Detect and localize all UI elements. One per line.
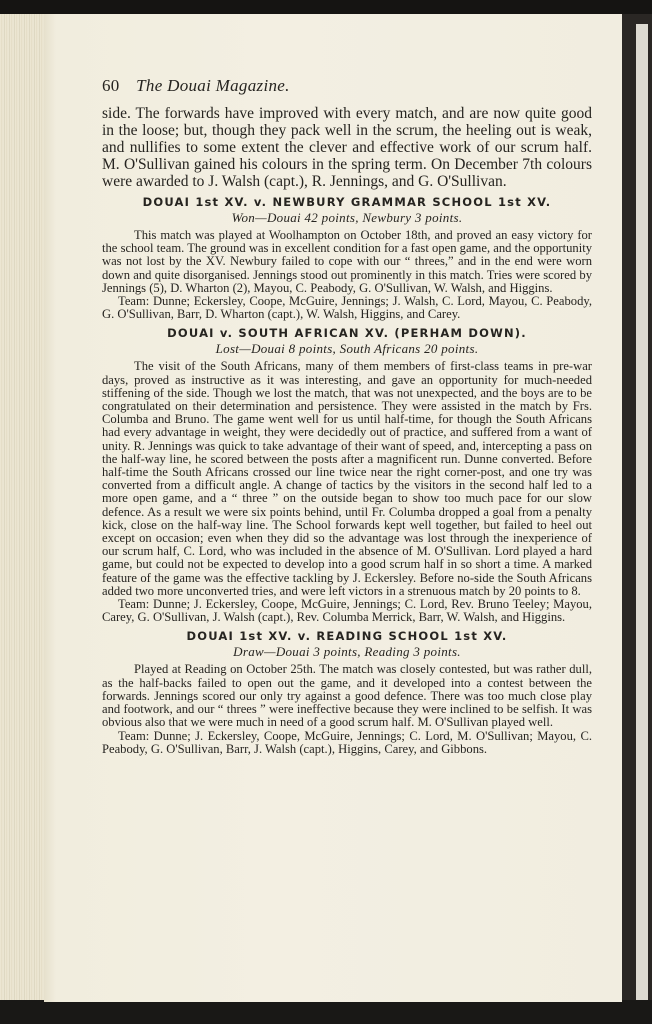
book-cover-edge <box>622 14 652 1006</box>
scan-bottom-border <box>0 1000 652 1024</box>
match-heading: DOUAI v. SOUTH AFRICAN XV. (PERHAM DOWN). <box>167 326 527 341</box>
team-list: Team: Dunne; Eckersley, Coope, McGuire, Jennings; J. Walsh, C. Lord, Mayou, C. Peabody, G. O'Sullivan, Barr, D. Wharton (capt.), W. Walsh, Higgins, and Carey. <box>102 294 592 322</box>
lead-paragraph: side. The forwards have improved with every match, and are now quite good in the loose; but, though they pack well in the scrum, the heeling out is weak, and nullifies to some extent the clever and effective work of our scrum half. M. O'Sullivan gained his colours in the spring term. On December 7th colours were awarded to J. Walsh (capt.), R. Jennings, and G. O'Sullivan. <box>102 105 592 190</box>
match-report: The visit of the South Africans, many of them members of first-class teams in pre-war days, proved as instructive as it was interesting, and gave an opportunity for much-needed stiffening of the side. Though we lost the match, that was not unexpected, and the boys are to be congratulated on their determination and persistence. They were assisted in the match by Frs. Columba and Bruno. The game went well for us until half-time, for though the South Africans had every advantage in weight, they were decidedly out of practice, and suffered from a want of unity. R. Jennings was quick to take advantage of their want of speed, and, intercepting a pass on the half-way line, he scored between the posts after a magnificent run. Dunne converted. Before half-time the South Africans crossed our line twice near the right corner-post, and one try was converted from a difficult angle. A change of tactics by the visitors in the second half led to a more open game, and a “ three ” on the outside began to show too much pace for our slow defence. As a result we were six points behind, until Fr. Columba dropped a goal from a penalty kick, close on the half-way line. The School forwards kept well together, but failed to heel out except on occasion; even when they did so the advantage was lost through the inexperience of our scrum half, C. Lord, who was included in the absence of M. O'Sullivan. Lord played a hard game, but could not be expected to develop into a good scrum half in so short a time. A marked feature of the game was the effective tackling by J. Eckersley. Before no-side the South Africans added two more unconverted tries, and were left victors in a strenuous match by 20 points to 8. <box>102 359 592 598</box>
match-result: Draw—Douai 3 points, Reading 3 points. <box>233 644 461 660</box>
match-report: Played at Reading on October 25th. The match was closely contested, but was rather dull, as the half-backs failed to open out the game, and it developed into a contest between the forwards. Jennings scored our only try against a good defence. There was too much close play and footwork, and our “ threes ” were ineffective because they were inclined to be selfish. It was obvious also that we were much in need of a good scrum half. M. O'Sullivan played well. <box>102 662 592 730</box>
match-reading <box>102 629 592 755</box>
team-list: Team: Dunne; J. Eckersley, Coope, McGuire, Jennings; C. Lord, M. O'Sullivan; Mayou, C. Peabody, G. O'Sullivan, Barr, J. Walsh (capt.), Higgins, Carey, and Gibbons. <box>102 728 592 756</box>
match-heading: DOUAI 1st XV. v. NEWBURY GRAMMAR SCHOOL 1st XV. <box>142 195 552 209</box>
match-result: Won—Douai 42 points, Newbury 3 points. <box>231 210 463 225</box>
magazine-title: The Douai Magazine. <box>136 76 290 95</box>
book-page-edges <box>0 14 46 1006</box>
match-heading: DOUAI 1st XV. v. READING SCHOOL 1st XV. <box>186 629 508 644</box>
match-newbury <box>102 195 592 321</box>
page-content <box>102 76 592 756</box>
team-list: Team: Dunne; J. Eckersley, Coope, McGuire, Jennings; C. Lord, Rev. Bruno Teeley; Mayou, Carey, G. O'Sullivan, J. Walsh (capt.), Rev. Columba Merrick, Barr, W. Walsh, and Higgins. <box>102 597 592 625</box>
page-number: 60 <box>102 76 120 95</box>
match-south-african <box>102 326 592 624</box>
book-page <box>44 14 622 1002</box>
running-header <box>102 76 592 96</box>
match-result: Lost—Douai 8 points, South Africans 20 points. <box>215 341 479 357</box>
match-report: This match was played at Woolhampton on October 18th, and proved an easy victory for the school team. The ground was in excellent condition for a fast open game, and the opportunity was not lost by the XV. Newbury failed to cope with our “ threes,” and in the end were worn down and quite disorganised. Jennings stood out prominently in this match. Tries were scored by Jennings (5), D. Wharton (2), Mayou, C. Peabody, G. O'Sullivan, W. Walsh, and Higgins. <box>102 228 592 295</box>
